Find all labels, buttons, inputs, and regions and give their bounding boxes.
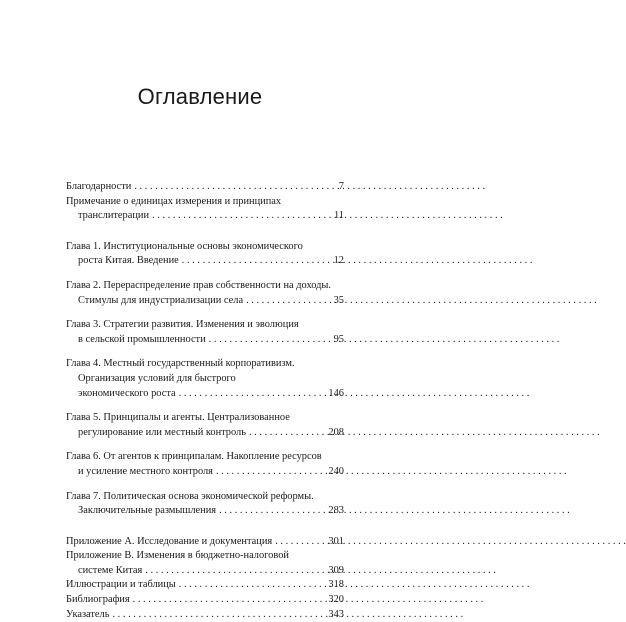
toc-entry-text: регулирование или местный контроль bbox=[78, 426, 246, 438]
toc-entry[interactable] bbox=[66, 450, 344, 479]
dot-leader bbox=[179, 387, 326, 402]
dot-leader bbox=[246, 294, 327, 309]
toc-entry[interactable] bbox=[66, 240, 344, 269]
toc-entry-text: Примечание о единицах измерения и принципах bbox=[66, 195, 282, 207]
toc-entry-text: в сельской промышленности bbox=[78, 333, 206, 345]
toc-entry-text: Стимулы для индустриализации села bbox=[78, 294, 244, 306]
toc-page-number: 309 bbox=[328, 564, 344, 576]
toc-entry[interactable] bbox=[66, 318, 344, 347]
toc-entry-text: Организация условий для быстрого bbox=[78, 372, 236, 384]
toc-entry-text: Глава 4. Местный государственный корпоративизм. bbox=[66, 358, 295, 370]
toc-page-number: 12 bbox=[333, 255, 344, 267]
toc-entry-text: Приложение А. Исследование и документация bbox=[66, 535, 273, 547]
toc-page-number: 11 bbox=[333, 210, 344, 222]
toc-entry-text: Глава 5. Принципалы и агенты. Централизованное bbox=[66, 412, 290, 424]
toc-entry-text: экономического роста bbox=[78, 387, 176, 399]
toc-entry-text: Глава 1. Институциональные основы экономического bbox=[66, 240, 303, 252]
toc-page-number: 320 bbox=[328, 594, 344, 606]
toc-entry[interactable] bbox=[66, 195, 344, 224]
toc-entry[interactable] bbox=[66, 578, 344, 593]
toc-page-number: 35 bbox=[333, 294, 344, 306]
toc-entry-text: Благодарности bbox=[66, 181, 132, 192]
toc-entry-text: Глава 6. От агентов к принципалам. Накопление ресурсов bbox=[66, 451, 322, 463]
toc-entry-text: транслитерации bbox=[78, 210, 150, 222]
toc-page-number: 343 bbox=[328, 608, 344, 620]
toc-entry-text: системе Китая bbox=[78, 564, 143, 576]
dot-leader bbox=[216, 465, 325, 480]
toc-page-number: 318 bbox=[328, 579, 344, 591]
dot-leader bbox=[275, 535, 325, 550]
toc-entry-text: Приложение В. Изменения в бюджетно-налоговой bbox=[66, 550, 289, 562]
dot-leader bbox=[133, 593, 326, 608]
toc-entry[interactable] bbox=[66, 608, 344, 622]
toc-entry-text: Иллюстрации и таблицы bbox=[66, 579, 176, 591]
toc-entry-text: Глава 2. Перераспределение прав собственности на доходы. bbox=[66, 279, 332, 291]
toc-page-number: 7 bbox=[338, 181, 344, 192]
dot-leader bbox=[134, 180, 327, 195]
dot-leader bbox=[179, 578, 326, 593]
toc-entry-text: Заключительные размышления bbox=[78, 505, 217, 517]
toc-entry-text: Библиография bbox=[66, 594, 130, 606]
dot-leader bbox=[182, 254, 327, 269]
dot-leader bbox=[209, 333, 327, 348]
toc-page-number: 146 bbox=[328, 387, 344, 399]
table-of-contents bbox=[66, 180, 344, 622]
toc-entry[interactable] bbox=[66, 357, 344, 401]
toc-page-number: 283 bbox=[328, 505, 344, 517]
toc-entry[interactable] bbox=[66, 411, 344, 440]
toc-entry[interactable] bbox=[66, 535, 344, 550]
toc-page-number: 240 bbox=[328, 465, 344, 477]
toc-page-number: 95 bbox=[333, 333, 344, 345]
toc-entry-text: и усиление местного контроля bbox=[78, 465, 213, 477]
dot-leader bbox=[145, 564, 325, 579]
toc-page-number: 208 bbox=[328, 426, 344, 438]
toc-entry[interactable] bbox=[66, 490, 344, 519]
toc-entry[interactable] bbox=[66, 279, 344, 308]
toc-entry[interactable] bbox=[66, 549, 344, 578]
toc-entry-text: Глава 3. Стратегии развития. Изменения и эволюция bbox=[66, 319, 299, 331]
dot-leader bbox=[249, 426, 325, 441]
dot-leader bbox=[219, 504, 325, 519]
toc-entry-text: роста Китая. Введение bbox=[78, 255, 179, 267]
page-title: Оглавление bbox=[137, 84, 263, 109]
dot-leader bbox=[112, 608, 325, 622]
toc-entry[interactable] bbox=[66, 593, 344, 608]
toc-entry-text: Глава 7. Политическая основа экономической реформы. bbox=[66, 490, 314, 502]
toc-page-number: 301 bbox=[328, 535, 344, 547]
toc-entry[interactable] bbox=[66, 180, 344, 195]
dot-leader bbox=[152, 209, 327, 224]
toc-entry-text: Указатель bbox=[66, 608, 110, 620]
